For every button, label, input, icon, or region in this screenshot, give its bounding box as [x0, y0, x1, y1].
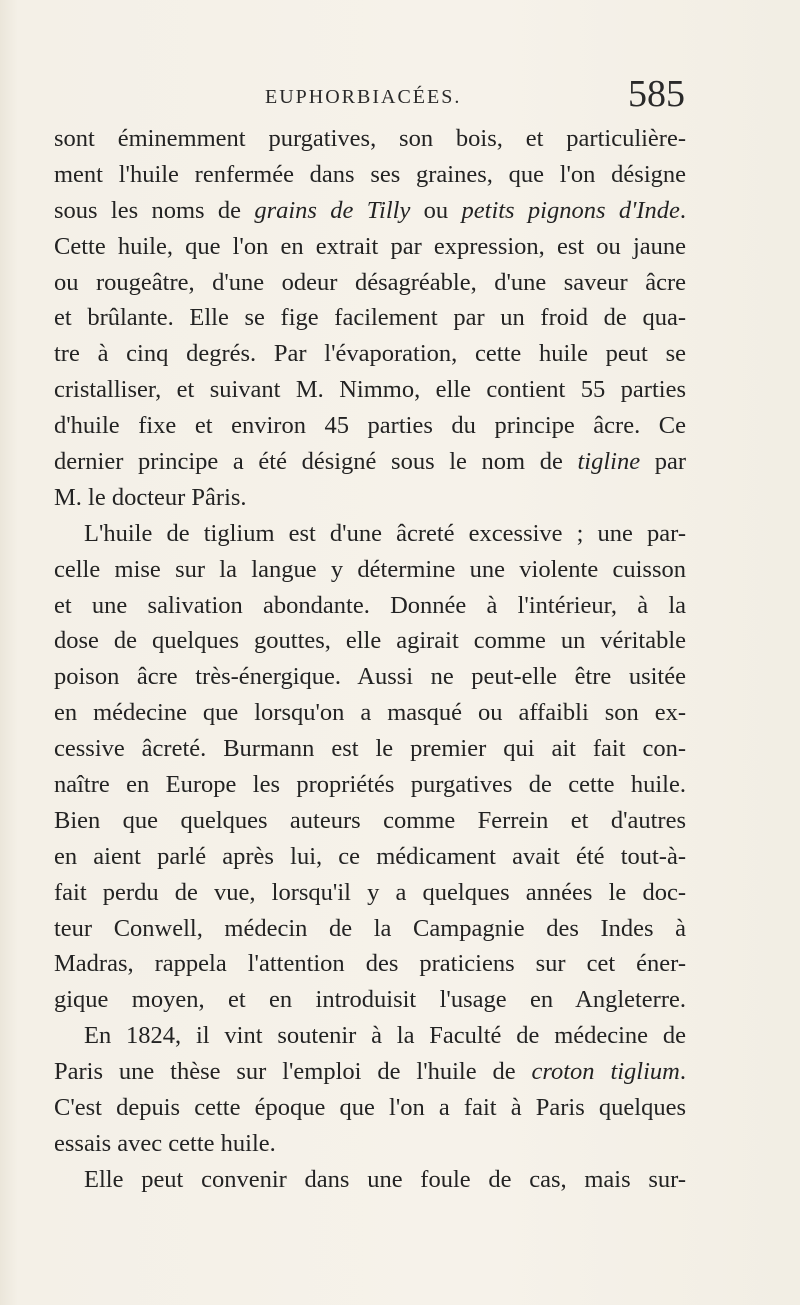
- text-segment: sous les noms de: [54, 196, 255, 224]
- text-line: celle mise sur la langue y détermine une violente cuisson: [54, 555, 686, 583]
- text-segment: par: [640, 448, 686, 476]
- text-line: C'est depuis cette époque que l'on a fait à Paris quelques: [54, 1094, 686, 1122]
- text-line: tre à cinq degrés. Par l'évaporation, cette huile peut se: [54, 340, 686, 368]
- text-line: Elle peut convenir dans une foule de cas, mais sur-: [84, 1165, 686, 1193]
- text-line: dose de quelques gouttes, elle agirait comme un véritable: [54, 627, 686, 655]
- text-line: naître en Europe les propriétés purgatives de cette huile.: [54, 771, 686, 799]
- text-line: gique moyen, et en introduisit l'usage en Angleterre.: [54, 986, 686, 1014]
- text-segment: ou: [410, 196, 462, 224]
- text-line: sont éminemment purgatives, son bois, et particulière-: [54, 125, 686, 152]
- text-segment: .: [679, 196, 687, 224]
- page-number: 585: [628, 73, 685, 115]
- text-line: Bien que quelques auteurs comme Ferrein et d'autres: [54, 806, 686, 834]
- italic-term: petits pignons d'Inde: [461, 196, 680, 224]
- text-line: cristalliser, et suivant M. Nimmo, elle contient 55 parties: [54, 376, 686, 404]
- text-line: d'huile fixe et environ 45 parties du principe âcre. Ce: [54, 412, 686, 440]
- text-line: L'huile de tiglium est d'une âcreté excessive ; une par-: [84, 519, 686, 547]
- text-line: teur Conwell, médecin de la Campagnie des Indes à: [54, 914, 686, 942]
- text-line: cessive âcreté. Burmann est le premier qui ait fait con-: [54, 735, 686, 763]
- text-segment: dernier principe a été désigné sous le nom de: [54, 448, 578, 476]
- text-line: ment l'huile renfermée dans ses graines, que l'on désigne: [54, 160, 686, 188]
- text-line: En 1824, il vint soutenir à la Faculté de médecine de: [84, 1022, 686, 1050]
- text-line: et une salivation abondante. Donnée à l'intérieur, à la: [54, 591, 686, 619]
- text-line: Cette huile, que l'on en extrait par expression, est ou jaune: [54, 232, 686, 260]
- text-segment: .: [679, 1058, 686, 1086]
- text-line: essais avec cette huile.: [54, 1129, 276, 1157]
- text-line: en aient parlé après lui, ce médicament avait été tout-à-: [54, 842, 686, 870]
- page-header: [55, 72, 685, 122]
- text-line: en médecine que lorsqu'on a masqué ou affaibli son ex-: [54, 699, 686, 727]
- italic-term: grains de Tilly: [254, 196, 411, 224]
- italic-term: tigline: [577, 448, 641, 476]
- text-line: Madras, rappela l'attention des praticiens sur cet éner-: [54, 950, 686, 978]
- text-line: [54, 1054, 686, 1090]
- text-line: [54, 193, 686, 229]
- text-line: fait perdu de vue, lorsqu'il y a quelques années le doc-: [54, 878, 686, 906]
- italic-term: croton tiglium: [531, 1058, 680, 1086]
- running-head: EUPHORBIACÉES.: [265, 86, 462, 108]
- text-line: [54, 444, 686, 480]
- text-line: M. le docteur Pâris.: [54, 483, 247, 511]
- text-line: et brûlante. Elle se fige facilement par un froid de qua-: [54, 304, 686, 332]
- text-line: poison âcre très-énergique. Aussi ne peut-elle être usitée: [54, 663, 686, 691]
- text-line: ou rougeâtre, d'une odeur désagréable, d'une saveur âcre: [54, 268, 686, 296]
- body-text: [54, 121, 686, 1198]
- text-segment: Paris une thèse sur l'emploi de l'huile de: [54, 1058, 532, 1086]
